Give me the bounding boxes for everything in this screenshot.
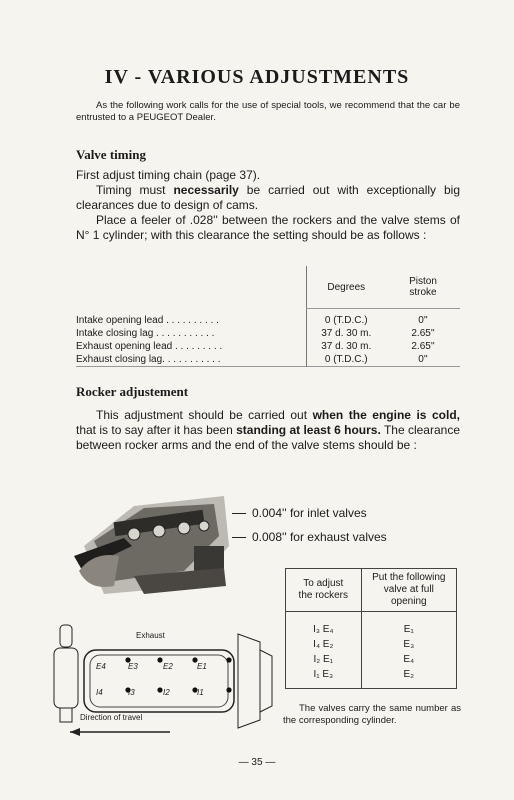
header-full-opening <box>361 569 456 612</box>
valve-I2: I2 <box>163 688 170 697</box>
adjust-cell: I₄ E₂ <box>313 639 334 650</box>
row-label: Intake closing lag . . . . . . . . . . . <box>76 327 215 339</box>
arrow-head-icon <box>70 728 80 736</box>
exhaust-clearance-text: 0.008'' for exhaust valves <box>252 530 387 544</box>
valve-timing-p2 <box>76 183 460 213</box>
valve-E2: E2 <box>163 662 173 671</box>
header-line: valve at full <box>383 584 434 595</box>
text-span: be carried out with exceptionally big clearances due to design of cams. <box>76 183 460 212</box>
engine-illustration <box>74 476 234 600</box>
open-cell: E₁ <box>361 622 456 637</box>
table-row <box>286 652 457 667</box>
valve-dot <box>226 657 231 662</box>
exhaust-clearance <box>232 530 387 544</box>
header-line: To adjust <box>303 578 344 589</box>
table-row <box>286 622 457 637</box>
table-row <box>76 314 460 327</box>
valve-E3: E3 <box>128 662 138 671</box>
valve-timing-text <box>76 168 460 243</box>
row-stroke: 0'' <box>418 314 428 326</box>
row-label-text: Exhaust closing lag <box>76 353 163 365</box>
row-label-text: Intake closing lag <box>76 327 154 339</box>
open-cell: E₄ <box>361 652 456 667</box>
flywheel-housing-outline <box>238 634 260 728</box>
text-span: Timing must <box>96 183 174 197</box>
header-piston-line1: Piston <box>409 276 437 287</box>
valve-I3: I3 <box>128 688 135 697</box>
text-span: The clearance between rocker arms and the end of the valve stems should be : <box>76 423 460 452</box>
direction-label: Direction of travel <box>80 713 143 722</box>
rockers-table <box>285 568 457 689</box>
crank-handle-icon <box>60 625 72 647</box>
valve-dot <box>226 687 231 692</box>
header-piston-line2: stroke <box>409 287 437 298</box>
table-corner <box>76 266 306 309</box>
table-row <box>76 327 460 340</box>
adjust-cell: I₁ E₃ <box>313 669 334 680</box>
timing-settings-table <box>76 266 460 371</box>
adjust-cell: I₃ E₄ <box>313 624 334 635</box>
row-label: Exhaust closing lag. . . . . . . . . . . <box>76 353 221 365</box>
valve-markers <box>125 657 231 692</box>
row-degrees: 37 d. 30 m. <box>306 340 386 353</box>
table-row <box>286 667 457 682</box>
exhaust-label: Exhaust <box>136 631 165 640</box>
row-stroke: 2.65'' <box>411 340 435 352</box>
valve-timing-p1: First adjust timing chain (page 37). <box>76 168 261 182</box>
valve-timing-heading: Valve timing <box>76 147 146 162</box>
valve-E1: E1 <box>197 662 207 671</box>
valve-number-note: The valves carry the same number as the corresponding cylinder. <box>283 703 461 726</box>
row-degrees: 37 d. 30 m. <box>306 327 386 340</box>
leader-line <box>232 537 246 538</box>
valve-dot <box>157 657 162 662</box>
row-label: Exhaust opening lead . . . . . . . . . <box>76 340 223 352</box>
row-degrees: 0 (T.D.C.) <box>306 314 386 327</box>
inlet-clearance-text: 0.004'' for inlet valves <box>252 506 367 520</box>
table-row <box>76 340 460 353</box>
radiator-outline <box>54 648 78 708</box>
header-degrees: Degrees <box>306 266 386 309</box>
valve-I4: I4 <box>96 688 103 697</box>
valve-timing-p3: Place a feeler of .028'' between the rockers and the valve stems of N° 1 cylinder; with this clearance the setting should be as follows : <box>76 213 460 242</box>
table-row <box>286 637 457 652</box>
emphasis-text: standing at least 6 hours. <box>236 423 381 437</box>
adjust-cell: I₂ E₁ <box>313 654 334 665</box>
text-span: This adjustment should be carried out <box>96 408 313 422</box>
row-degrees: 0 (T.D.C.) <box>306 353 386 367</box>
inlet-clearance <box>232 506 367 520</box>
row-label-text: Intake opening lead <box>76 314 164 326</box>
rocker-heading: Rocker adjustement <box>76 384 189 399</box>
valve-I1: I1 <box>197 688 204 697</box>
valve-dot <box>157 687 162 692</box>
header-line: the rockers <box>298 590 349 601</box>
intro-text: As the following work calls for the use of special tools, we recommend that the car be entrusted to a PEUGEOT Dealer. <box>76 100 460 123</box>
rocker-text <box>76 408 460 453</box>
emphasis-text: when the engine is cold, <box>312 408 460 422</box>
table-row <box>76 353 460 367</box>
open-cell: E₃ <box>361 637 456 652</box>
open-cell: E₂ <box>361 667 456 682</box>
page-title: IV - VARIOUS ADJUSTMENTS <box>104 66 410 88</box>
header-to-adjust <box>286 569 362 612</box>
page-number: — 35 — <box>238 757 276 768</box>
leader-line <box>232 513 246 514</box>
row-stroke: 2.65'' <box>411 327 435 339</box>
valve-layout-diagram <box>50 620 280 740</box>
header-line: Put the following <box>372 572 446 583</box>
text-span: that is to say after it has been <box>76 423 237 437</box>
header-piston-stroke <box>386 266 460 309</box>
emphasis-text: necessarily <box>173 183 239 197</box>
row-stroke: 0'' <box>418 353 428 365</box>
header-line: opening <box>390 596 427 607</box>
row-label: Intake opening lead . . . . . . . . . . <box>76 314 219 326</box>
row-label-text: Exhaust opening lead <box>76 340 173 352</box>
valve-E4: E4 <box>96 662 106 671</box>
